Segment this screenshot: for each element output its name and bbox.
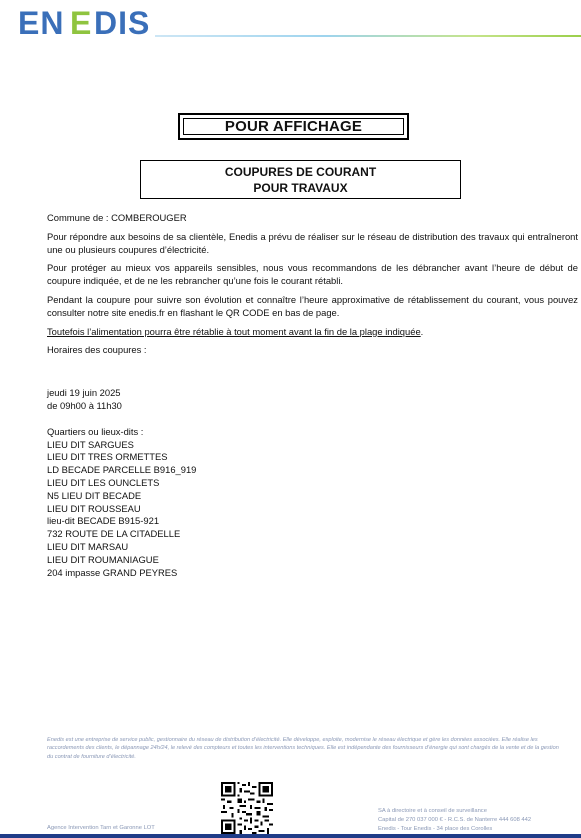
place-item: LIEU DIT LES OUNCLETS [47,476,160,488]
place-item: 204 impasse GRAND PEYRES [47,566,178,578]
company-line1: SA à directoire et à conseil de surveillance [378,808,487,814]
enedis-logo [18,6,153,40]
qr-code-icon[interactable] [221,782,273,834]
place-item: LD BECADE PARCELLE B916_919 [47,464,197,476]
svg-text:DIS: DIS [94,6,151,40]
place-item: 732 ROUTE DE LA CITADELLE [47,528,181,540]
title-box [178,113,409,140]
place-item: N5 LIEU DIT BECADE [47,489,142,501]
company-info [378,807,531,834]
paragraph-intro: Pour répondre aux besoins de sa clientèle, Enedis a prévu de réaliser sur le réseau de distribution des travaux qui entraîneront une ou plusieurs coupures d’électricité. [47,230,578,255]
place-item: LIEU DIT TRES ORMETTES [47,451,168,463]
place-item: LIEU DIT SARGUES [47,438,134,450]
paragraph-tracking: Pendant la coupure pour suivre son évolution et connaître l’heure approximative de rétablissement du courant, vous pouvez consulter notre site enedis.fr en flashant le QR CODE en bas de page. [47,293,578,318]
company-line2: Capital de 270 037 000 € - R.C.S. de Nanterre 444 608 442 [378,817,532,823]
notice-body [47,212,578,579]
place-item: LIEU DIT MARSAU [47,540,129,552]
place-item: lieu-dit BECADE B915-921 [47,515,160,527]
places-label: Quartiers ou lieux-dits : [47,425,144,437]
footer-bar [0,834,581,838]
place-item: LIEU DIT ROUMANIAGUE [47,553,159,565]
warning-line [47,326,578,339]
commune: Commune de : COMBEROUGER [47,212,187,223]
schedule-label: Horaires des coupures : [47,344,147,356]
subtitle-box [140,160,461,199]
footer-description: Enedis est une entreprise de service public, gestionnaire du réseau de distribution d’électricité. Elle développe, exploite, modernise le réseau électrique et gère les données associées. Elle réalise les raccordements des clients, le dépannage 24h/24, le relevé des compteurs et toutes les interventions techniques. Elle est indépendante des fournisseurs d’énergie qui sont chargés de la vente et de la gestion du contrat de fourniture d’électricité. [47,737,559,760]
places-list [47,439,578,580]
svg-text:EN: EN [18,6,65,40]
subtitle-line1: COUPURES DE COURANT [224,165,377,179]
svg-text:E: E [70,6,93,40]
subtitle-line2: POUR TRAVAUX [253,181,348,195]
place-item: LIEU DIT ROUSSEAU [47,502,141,514]
header-gradient-line [155,35,581,37]
company-line3: Enedis - Tour Enedis - 34 place des Corolles [378,826,493,832]
warning-period: . [420,325,424,337]
agency-name: Agence Intervention Tarn et Garonne LOT [47,825,155,831]
outage-date: jeudi 19 juin 2025 [47,387,121,399]
paragraph-advice: Pour protéger au mieux vos appareils sensibles, nous vous recommandons de les débrancher avant l’heure de début de coupure indiquée, et de ne les rebrancher qu’une fois le courant rétabli. [47,262,578,287]
outage-time: de 09h00 à 11h30 [47,399,122,411]
page-title: POUR AFFICHAGE [183,118,404,135]
warning-text: Toutefois l’alimentation pourra être rétablie à tout moment avant la fin de la plage indiquée [47,325,421,337]
